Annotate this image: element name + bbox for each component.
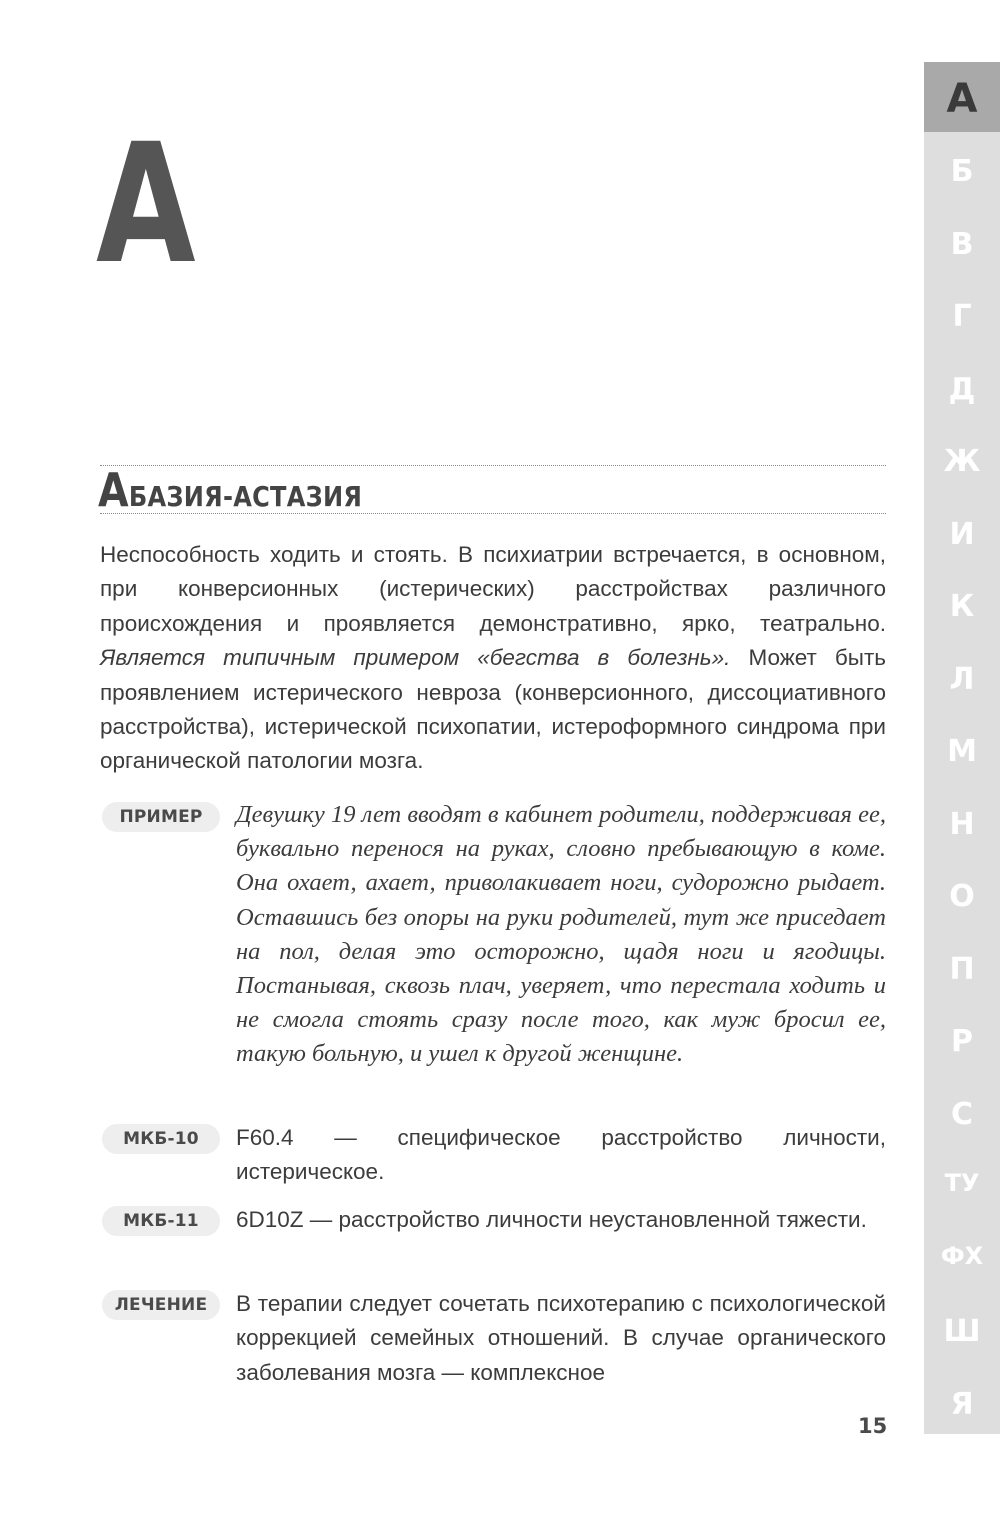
chapter-letter: А bbox=[96, 108, 196, 300]
thumb-index-letter[interactable]: Н bbox=[949, 806, 975, 842]
thumb-index-letter[interactable]: И bbox=[949, 516, 975, 552]
thumb-index-letter[interactable]: Д bbox=[948, 371, 976, 407]
thumb-index-letter[interactable]: П bbox=[949, 951, 975, 987]
thumb-index-letter[interactable]: ТУ bbox=[944, 1169, 980, 1197]
thumb-index-letter[interactable]: К bbox=[949, 589, 975, 624]
treatment-text: В терапии следует сочетать психотерапию с психологической коррекцией семейных отношений. В случае органического заболевания мозга — комплексное bbox=[236, 1291, 886, 1385]
treatment-label: ЛЕЧЕНИЕ bbox=[102, 1290, 220, 1320]
thumb-index bbox=[924, 62, 1000, 1434]
icd11-text: 6D10Z — расстройство личности неустановленной тяжести. bbox=[236, 1207, 867, 1232]
thumb-index-letter[interactable]: Г bbox=[952, 299, 972, 334]
thumb-index-letter[interactable]: Р bbox=[951, 1024, 973, 1059]
thumb-index-active-letter[interactable]: А bbox=[924, 62, 1000, 132]
page-number: 15 bbox=[858, 1414, 888, 1438]
entry-title-initial: А bbox=[98, 463, 129, 517]
thumb-index-letter[interactable]: С bbox=[950, 1096, 974, 1132]
example-text: Девушку 19 лет вводят в кабинет родители, поддерживая ее, буквально перенося на руках, словно пребывающую в коме. Она охает, ахает, приволакивает ноги, судорожно рыдает. Оставшись без опоры на руки родителей, тут же приседает на пол, делая это осторожно, щадя ноги и ягодицы. Постанывая, сквозь плач, уверяет, что перестала ходить и не смогла стоять сразу после того, как муж бросил ее, такую больную, и ушел к другой женщине. bbox=[236, 801, 886, 1068]
entry-title-rest: БАЗИЯ-АСТАЗИЯ bbox=[128, 480, 363, 513]
definition-tail: Может быть проявлением истерического невроза (конверсионного, диссоциативного расстройства), истерической психопатии, истероформного синдрома при органической патологии мозга. bbox=[100, 645, 886, 774]
thumb-index-letter[interactable]: Я bbox=[950, 1386, 974, 1422]
thumb-index-letter[interactable]: Ж bbox=[943, 444, 981, 479]
thumb-index-letter[interactable]: Б bbox=[950, 154, 974, 189]
icd10-text: F60.4 — специфическое расстройство личности, истерическое. bbox=[236, 1125, 886, 1185]
thumb-index-letter[interactable]: Ш bbox=[943, 1314, 981, 1349]
thumb-index-letter[interactable]: М bbox=[947, 734, 977, 769]
thumb-index-letter[interactable]: О bbox=[949, 879, 975, 914]
definition-italic: Является типичным примером «бегства в болезнь». bbox=[100, 645, 731, 671]
thumb-index-letter[interactable]: В bbox=[950, 226, 974, 262]
example-label: ПРИМЕР bbox=[102, 802, 220, 832]
icd11-label: МКБ-11 bbox=[102, 1206, 220, 1236]
entry-title bbox=[98, 460, 362, 516]
thumb-index-letter[interactable]: ФХ bbox=[940, 1241, 984, 1270]
title-rule-bottom bbox=[100, 513, 886, 514]
definition-text: Неспособность ходить и стоять. В психиатрии встречается, в основном, при конверсионных (истерических) расстройствах различного происхождения и проявляется демонстративно, ярко, театрально. bbox=[100, 542, 886, 636]
thumb-index-letter[interactable]: Л bbox=[949, 661, 975, 697]
icd10-label: МКБ-10 bbox=[102, 1124, 220, 1154]
entry-definition bbox=[100, 538, 886, 779]
